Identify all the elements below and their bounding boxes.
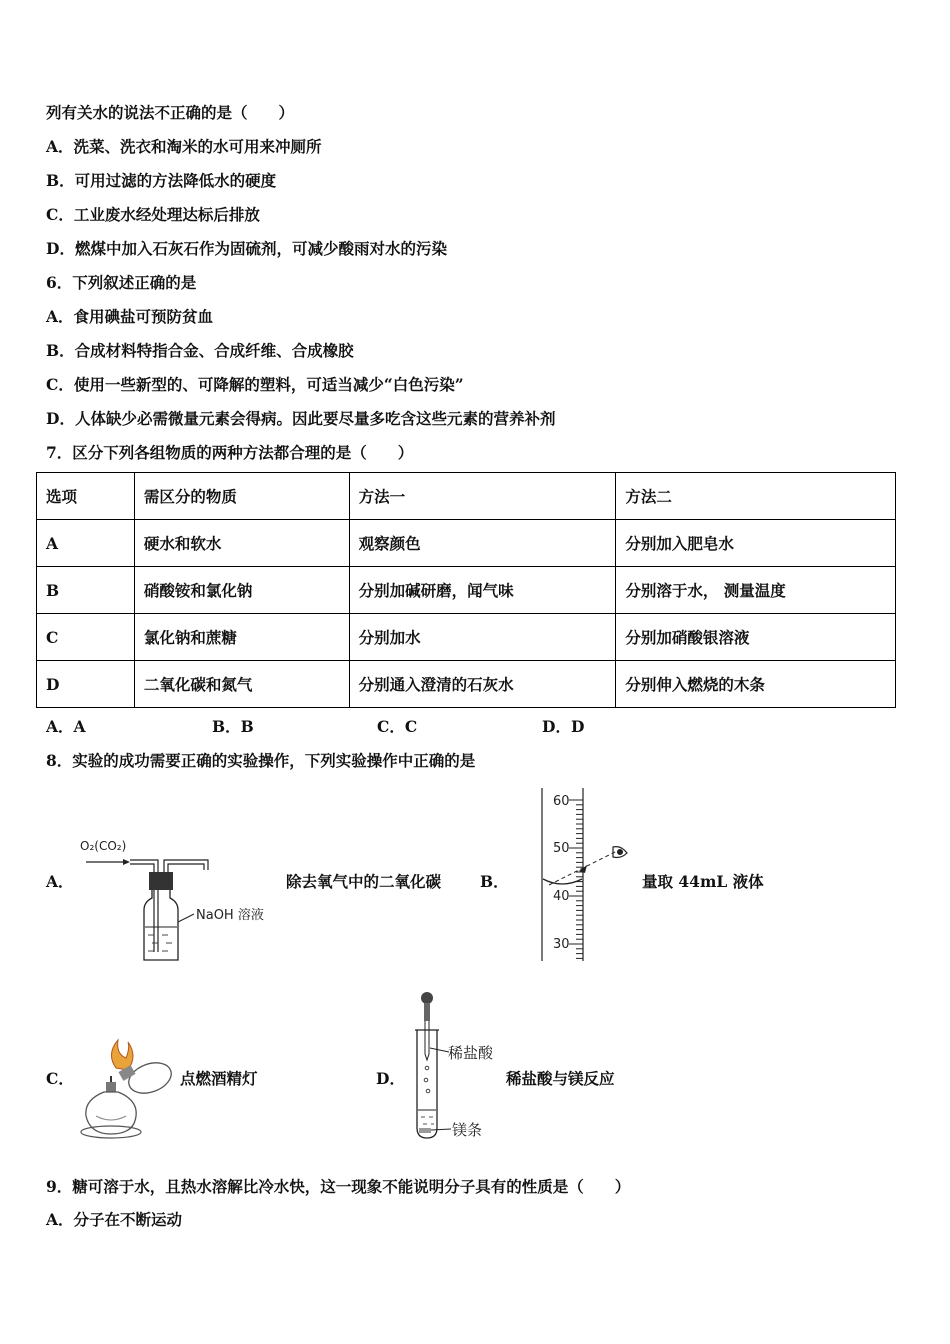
q6-option-b: B．合成材料特指合金、合成纤维、合成橡胶 bbox=[46, 341, 354, 360]
gas-washing-bottle-figure bbox=[78, 832, 278, 964]
table-cell: 硝酸铵和氯化钠 bbox=[134, 567, 349, 614]
table-cell: D bbox=[37, 661, 135, 708]
q6-stem: 6．下列叙述正确的是 bbox=[46, 273, 197, 292]
acid-label: 稀盐酸 bbox=[448, 1044, 494, 1062]
table-header-row bbox=[37, 473, 896, 520]
q8-b-desc: 量取 44mL 液体 bbox=[642, 872, 764, 891]
table-cell: 分别加水 bbox=[349, 614, 616, 661]
q6-option-a: A．食用碘盐可预防贫血 bbox=[46, 307, 214, 326]
tick-label-40: 40 bbox=[553, 889, 570, 904]
table-cell: 分别伸入燃烧的木条 bbox=[616, 661, 896, 708]
metal-label: 镁条 bbox=[452, 1121, 483, 1139]
gas-label: O₂(CO₂) bbox=[80, 839, 127, 853]
table-row bbox=[37, 661, 896, 708]
q8-a-desc: 除去氧气中的二氧化碳 bbox=[286, 872, 442, 891]
solution-label: NaOH 溶液 bbox=[196, 908, 264, 923]
q7-answer-a: A．A bbox=[46, 717, 86, 736]
q5-option-c: C．工业废水经处理达标后排放 bbox=[46, 205, 260, 224]
header-cell: 方法一 bbox=[349, 473, 616, 520]
q7-table bbox=[36, 472, 896, 708]
table-row bbox=[37, 520, 896, 567]
q8-stem: 8．实验的成功需要正确的实验操作，下列实验操作中正确的是 bbox=[46, 751, 476, 770]
tick-label-50: 50 bbox=[553, 841, 570, 856]
test-tube-figure bbox=[405, 990, 515, 1142]
q7-answer-b: B．B bbox=[212, 717, 254, 736]
q5-option-a: A．洗菜、洗衣和淘米的水可用来冲厕所 bbox=[46, 137, 322, 156]
q9-option-a: A．分子在不断运动 bbox=[46, 1210, 183, 1229]
q9-stem: 9．糖可溶于水，且热水溶解比冷水快，这一现象不能说明分子具有的性质是（ ） bbox=[46, 1177, 631, 1196]
table-cell: 分别加硝酸银溶液 bbox=[616, 614, 896, 661]
table-cell: 分别溶于水， 测量温度 bbox=[616, 567, 896, 614]
graduated-cylinder-figure bbox=[535, 785, 645, 965]
table-cell: 分别加碱研磨，闻气味 bbox=[349, 567, 616, 614]
q7-answer-c: C．C bbox=[377, 717, 418, 736]
table-cell: 分别通入澄清的石灰水 bbox=[349, 661, 616, 708]
tick-label-30: 30 bbox=[553, 937, 570, 952]
header-cell: 需区分的物质 bbox=[134, 473, 349, 520]
q6-option-c: C．使用一些新型的、可降解的塑料，可适当减少“白色污染” bbox=[46, 375, 464, 394]
q8-a-label: A． bbox=[46, 872, 74, 891]
q8-c-desc: 点燃酒精灯 bbox=[180, 1069, 258, 1088]
table-cell: 观察颜色 bbox=[349, 520, 616, 567]
q8-d-label: D． bbox=[376, 1069, 405, 1088]
q5-stem: 列有关水的说法不正确的是（ ） bbox=[46, 103, 295, 122]
table-cell: 分别加入肥皂水 bbox=[616, 520, 896, 567]
alcohol-lamp-figure bbox=[76, 1036, 180, 1142]
q7-stem: 7．区分下列各组物质的两种方法都合理的是（ ） bbox=[46, 443, 414, 462]
q8-c-label: C． bbox=[46, 1069, 74, 1088]
table-cell: C bbox=[37, 614, 135, 661]
table-row bbox=[37, 567, 896, 614]
table-cell: 氯化钠和蔗糖 bbox=[134, 614, 349, 661]
table-cell: B bbox=[37, 567, 135, 614]
table-cell: A bbox=[37, 520, 135, 567]
q8-b-label: B． bbox=[480, 872, 509, 891]
header-cell: 方法二 bbox=[616, 473, 896, 520]
q7-answer-d: D．D bbox=[542, 717, 585, 736]
table-cell: 二氧化碳和氮气 bbox=[134, 661, 349, 708]
table-row bbox=[37, 614, 896, 661]
q6-option-d: D．人体缺少必需微量元素会得病。因此要尽量多吃含这些元素的营养补剂 bbox=[46, 409, 556, 428]
q5-option-b: B．可用过滤的方法降低水的硬度 bbox=[46, 171, 277, 190]
q5-option-d: D．燃煤中加入石灰石作为固硫剂，可减少酸雨对水的污染 bbox=[46, 239, 447, 258]
q8-d-desc: 稀盐酸与镁反应 bbox=[506, 1069, 615, 1088]
header-cell: 选项 bbox=[37, 473, 135, 520]
table-cell: 硬水和软水 bbox=[134, 520, 349, 567]
tick-label-60: 60 bbox=[553, 794, 570, 809]
